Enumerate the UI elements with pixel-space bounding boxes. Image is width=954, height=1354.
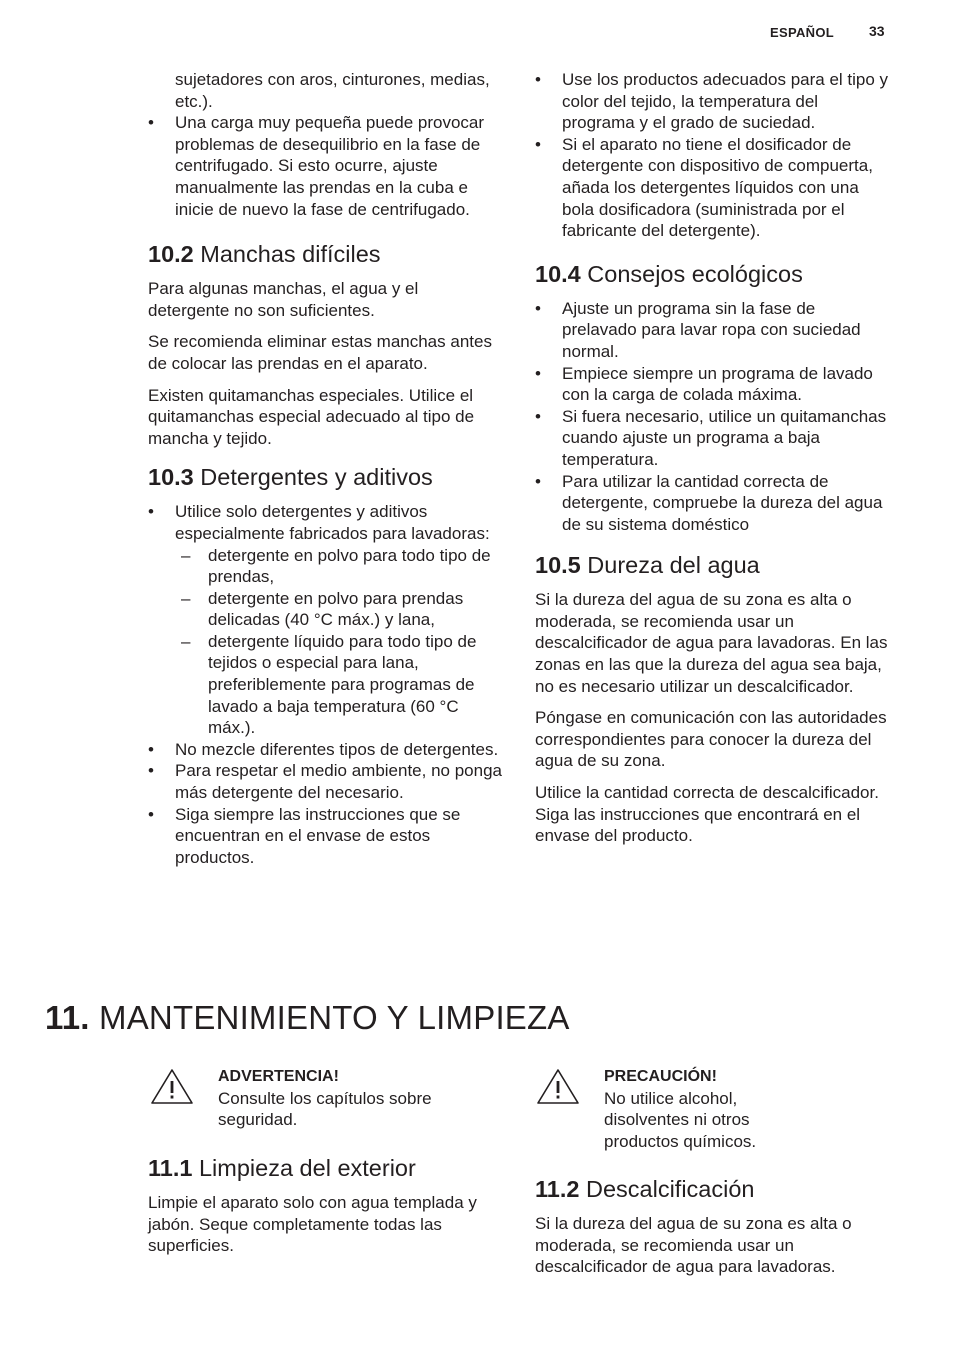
section-heading-10-2 <box>148 240 502 268</box>
section-heading-11-1 <box>148 1154 502 1182</box>
chapter-title: MANTENIMIENTO Y LIMPIEZA <box>99 999 570 1036</box>
section-number: 11.2 <box>535 1176 580 1202</box>
section-title: Dureza del agua <box>587 552 760 579</box>
section-11-1 <box>148 1154 502 1267</box>
dash-list <box>148 545 502 739</box>
dash-item: – detergente en polvo para todo tipo de prendas, <box>148 545 502 588</box>
list-item <box>148 501 502 544</box>
header-language: ESPAÑOL <box>770 25 834 40</box>
list-item: • Si el aparato no tiene el dosificador de detergente con dispositivo de compuerta, añada los detergentes líquidos con una bola dosificadora (suministrada por el fabricante del detergente). <box>535 134 891 242</box>
paragraph: Se recomienda eliminar estas manchas antes de colocar las prendas en el aparato. <box>148 332 492 373</box>
section-11-2 <box>535 1175 891 1288</box>
list-item: • Para utilizar la cantidad correcta de detergente, compruebe la dureza del agua de su sistema doméstico <box>535 471 891 536</box>
list-item: • No mezcle diferentes tipos de detergentes. <box>148 739 502 761</box>
section-heading-10-3 <box>148 463 502 491</box>
notice-title: PRECAUCIÓN! <box>604 1068 717 1085</box>
section-heading-10-4 <box>535 260 891 288</box>
bullet-list <box>148 739 502 869</box>
list-item: • Empiece siempre un programa de lavado con la carga de colada máxima. <box>535 363 891 406</box>
section-title: Manchas difíciles <box>200 241 381 268</box>
section-title: Consejos ecológicos <box>587 260 803 287</box>
list-item: • Una carga muy pequeña puede provocar problemas de desequilibrio en la fase de centrifugado. Si esto ocurre, ajuste manualmente las prendas en la cuba e inicie de nuevo la fase de centrifugado. <box>148 112 502 220</box>
section-heading-11-2 <box>535 1175 891 1203</box>
section-number: 10.3 <box>148 464 194 491</box>
bullet-list <box>535 298 891 536</box>
section-title: Limpieza del exterior <box>198 1155 416 1181</box>
chapter-heading <box>45 998 570 1038</box>
paragraph: Existen quitamanchas especiales. Utilice el quitamanchas especial adecuado al tipo de mancha y tejido. <box>148 385 475 448</box>
bullet-list <box>148 501 502 544</box>
right-column <box>535 69 891 857</box>
page-header <box>0 23 954 43</box>
paragraph: Si la dureza del agua de su zona es alta o moderada, se recomienda usar un descalcificador de agua para lavadoras. <box>535 1214 852 1277</box>
section-title: Descalcificación <box>585 1176 755 1202</box>
paragraph: Póngase en comunicación con las autoridades correspondientes para conocer la dureza del agua de su zona. <box>535 708 887 771</box>
notice-text: No utilice alcohol, disolventes ni otros productos químicos. <box>604 1088 757 1151</box>
section-number: 10.2 <box>148 241 194 268</box>
left-column <box>148 69 502 868</box>
page-number: 33 <box>869 23 885 39</box>
section-number: 11.1 <box>148 1155 193 1181</box>
bullet-list <box>148 69 502 220</box>
warning-triangle-icon <box>535 1066 581 1112</box>
notice-text: Consulte los capítulos sobre seguridad. <box>218 1088 432 1130</box>
section-number: 10.4 <box>535 260 581 287</box>
list-item: • Use los productos adecuados para el tipo y color del tejido, la temperatura del programa y el grado de suciedad. <box>535 69 891 134</box>
paragraph: Utilice la cantidad correcta de descalcificador. Siga las instrucciones que encontrará en el envase del producto. <box>535 783 879 846</box>
paragraph: Si la dureza del agua de su zona es alta o moderada, se recomienda usar un descalcificador de agua para lavadoras. En las zonas en las que la dureza del agua sea baja, no es necesario utilizar un descalcificador. <box>535 590 888 696</box>
section-number: 10.5 <box>535 552 581 579</box>
list-item: • Si fuera necesario, utilice un quitamanchas cuando ajuste un programa a baja temperatura. <box>535 406 891 471</box>
bullet-list <box>535 69 891 242</box>
notice-title: ADVERTENCIA! <box>218 1068 339 1085</box>
list-item: • Siga siempre las instrucciones que se encuentran en el envase de estos productos. <box>148 804 502 869</box>
section-title: Detergentes y aditivos <box>200 464 433 491</box>
dash-item: – detergente en polvo para prendas delicadas (40 °C máx.) y lana, <box>148 588 502 631</box>
section-heading-10-5 <box>535 551 891 579</box>
chapter-number: 11. <box>45 999 90 1036</box>
list-item-text: Utilice solo detergentes y aditivos especialmente fabricados para lavadoras: <box>175 502 490 543</box>
paragraph: Para algunas manchas, el agua y el detergente no son suficientes. <box>148 279 419 320</box>
list-item: • Ajuste un programa sin la fase de prelavado para lavar ropa con suciedad normal. <box>535 298 891 363</box>
dash-item: – detergente líquido para todo tipo de tejidos o especial para lana, preferiblemente para programas de lavado a baja temperatura (60 °C máx.). <box>148 631 502 739</box>
warning-triangle-icon <box>149 1066 195 1112</box>
paragraph: Limpie el aparato solo con agua templada y jabón. Seque completamente todas las superficies. <box>148 1193 477 1256</box>
list-item: sujetadores con aros, cinturones, medias, etc.). <box>175 70 490 111</box>
list-item: • Para respetar el medio ambiente, no ponga más detergente del necesario. <box>148 760 502 803</box>
